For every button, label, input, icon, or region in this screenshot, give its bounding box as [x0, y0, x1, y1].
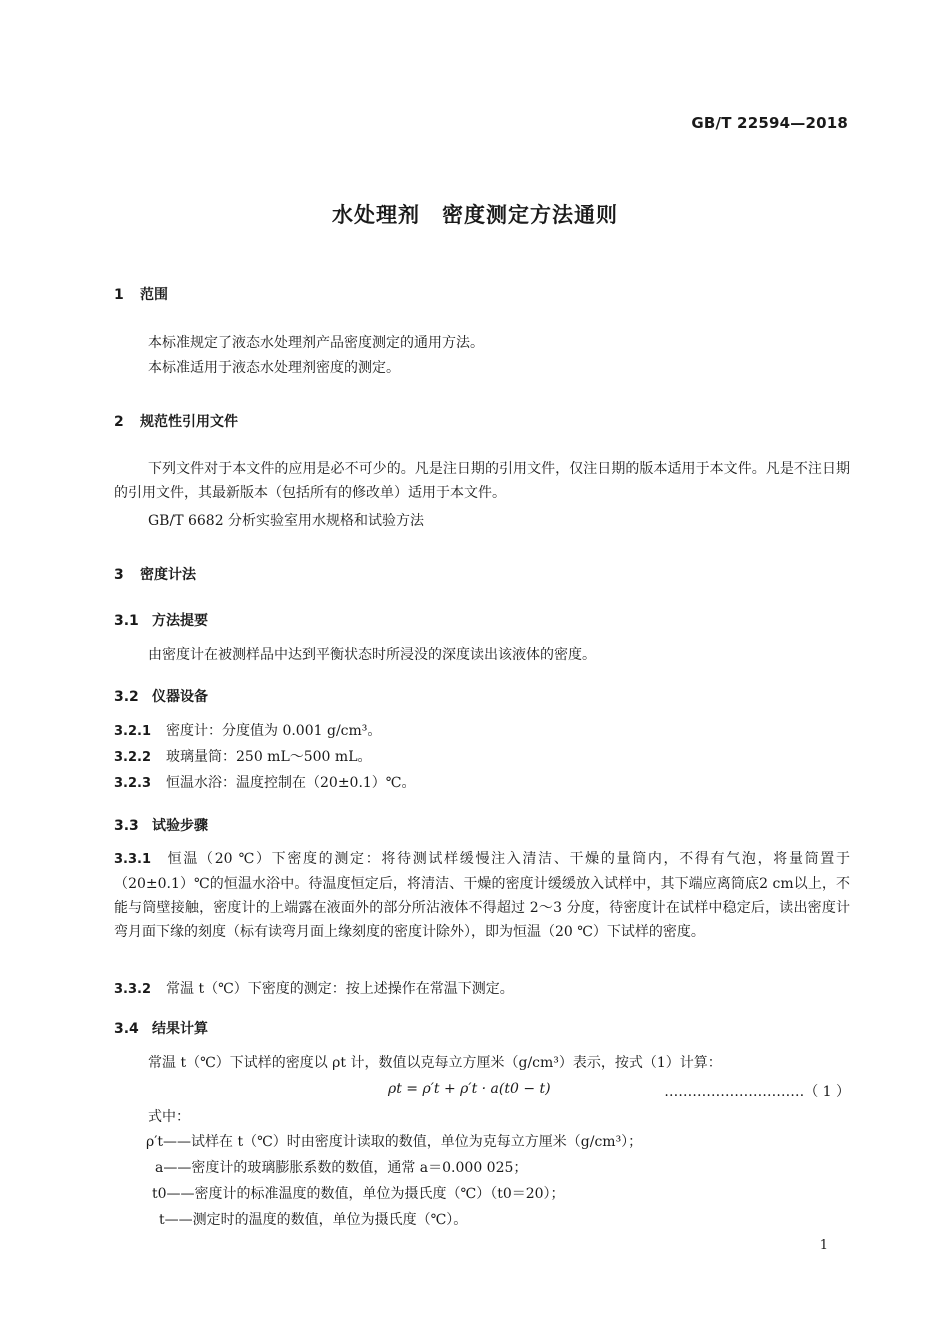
item-text: 恒温水浴：温度控制在（20±0.1）℃。 — [166, 775, 416, 791]
section-1-heading — [114, 284, 168, 304]
section-title: 方法提要 — [152, 613, 208, 629]
calculation-intro: 常温 t（℃）下试样的密度以 ρt 计，数值以克每立方厘米（g/cm³）表示，按式（1）计算： — [148, 1055, 722, 1071]
item-3-2-2 — [114, 746, 372, 766]
document-title: 水处理剂 密度测定方法通则 — [332, 203, 618, 227]
variable-rho-prime-t: ρ′t——试样在 t（℃）时由密度计读取的数值，单位为克每立方厘米（g/cm³）； — [146, 1134, 643, 1150]
section-title: 仪器设备 — [152, 689, 208, 705]
section-title: 结果计算 — [152, 1021, 208, 1037]
item-number: 3.2.2 — [114, 750, 152, 765]
formula-number: …………………………（ 1 ） — [664, 1084, 850, 1100]
item-text: 常温 t（℃）下密度的测定：按上述操作在常温下测定。 — [166, 981, 514, 997]
section-3-2-heading — [114, 686, 208, 706]
section-2-paragraph-1: 下列文件对于本文件的应用是必不可少的。凡是注日期的引用文件，仅注日期的版本适用于本文件。凡是不注日期的引用文件，其最新版本（包括所有的修改单）适用于本文件。 — [114, 461, 850, 501]
item-text: 恒温（20 ℃）下密度的测定：将待测试样缓慢注入清洁、干燥的量筒内，不得有气泡，将量筒置于（20±0.1）℃的恒温水浴中。待温度恒定后，将清洁、干燥的密度计缓缓放入试样中，其下端应离筒底2 cm以上，不能与筒壁接触，密度计的上端露在液面外的部分所沾液体不得超过 2～3 分度，待密度计在试样中稳定后，读出密度计弯月面下缘的刻度（标有读弯月面上缘刻度的密度计除外），即为恒温（20 ℃）下试样的密度。 — [114, 851, 850, 940]
section-3-1-paragraph: 由密度计在被测样品中达到平衡状态时所浸没的深度读出该液体的密度。 — [148, 647, 596, 663]
standard-code: GB/T 22594—2018 — [691, 114, 848, 132]
item-3-2-3 — [114, 772, 415, 792]
section-title: 试验步骤 — [152, 818, 208, 834]
section-title: 范围 — [140, 287, 168, 303]
variable-t: t——测定时的温度的数值，单位为摄氏度（℃）。 — [159, 1212, 468, 1228]
section-number: 1 — [114, 287, 124, 303]
section-2-heading — [114, 411, 238, 431]
section-title: 密度计法 — [140, 567, 196, 583]
section-3-3-heading — [114, 815, 208, 835]
section-number: 2 — [114, 414, 124, 430]
section-1-paragraph-1: 本标准规定了液态水处理剂产品密度测定的通用方法。 — [148, 335, 484, 351]
item-number: 3.3.2 — [114, 982, 152, 997]
where-label: 式中： — [148, 1109, 190, 1125]
item-text: 密度计：分度值为 0.001 g/cm³。 — [166, 723, 382, 739]
item-3-3-2 — [114, 978, 514, 998]
normative-reference: GB/T 6682 分析实验室用水规格和试验方法 — [148, 513, 425, 529]
page-number: 1 — [819, 1238, 828, 1253]
section-3-4-heading — [114, 1018, 208, 1038]
variable-a: a——密度计的玻璃膨胀系数的数值，通常 a＝0.000 025； — [155, 1160, 528, 1176]
item-number: 3.3.1 — [114, 852, 152, 867]
item-3-2-1 — [114, 720, 381, 740]
section-number: 3.4 — [114, 1021, 139, 1037]
item-number: 3.2.1 — [114, 724, 152, 739]
item-number: 3.2.3 — [114, 776, 152, 791]
item-3-3-1 — [114, 847, 850, 944]
section-title: 规范性引用文件 — [140, 414, 238, 430]
section-number: 3.1 — [114, 613, 139, 629]
item-text: 玻璃量筒：250 mL～500 mL。 — [166, 749, 372, 765]
section-number: 3.3 — [114, 818, 139, 834]
section-1-paragraph-2: 本标准适用于液态水处理剂密度的测定。 — [148, 360, 400, 376]
density-formula: ρt = ρ′t + ρ′t · a(t0 − t) — [388, 1081, 551, 1097]
section-number: 3.2 — [114, 689, 139, 705]
section-3-heading — [114, 564, 196, 584]
section-number: 3 — [114, 567, 124, 583]
variable-t0: t0——密度计的标准温度的数值，单位为摄氏度（℃）（t0＝20）； — [152, 1186, 565, 1202]
section-3-1-heading — [114, 610, 208, 630]
